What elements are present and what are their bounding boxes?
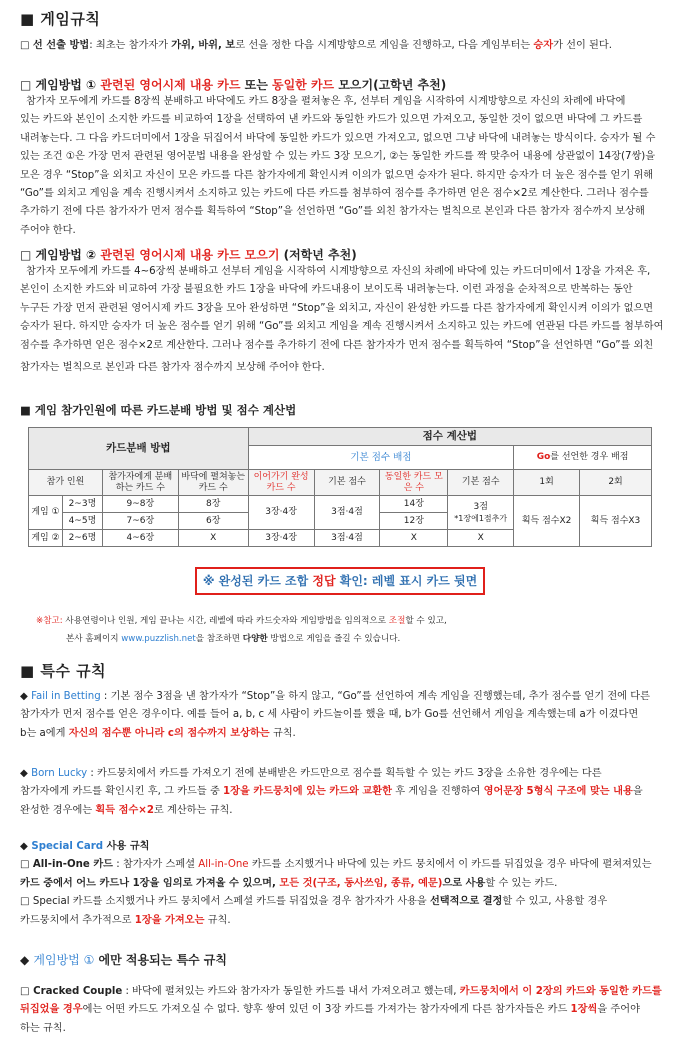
- method2-body: [20, 263, 664, 377]
- heading-red: 동일한 카드: [272, 78, 335, 92]
- cell: 6장: [178, 513, 248, 530]
- rule-text: : 기본 점수 3점을 낸 참가자가 “Stop”을 하지 않고, “Go”를 선언하여 계속 게임을 진행했는데, 추가 점수를 얻기 전에 다른: [100, 691, 650, 702]
- note-text: 본사 홈페이지: [66, 634, 122, 644]
- body-line: “Go”를 외치고 게임을 계속 진행시켜서 소지하고 있는 카드에 다른 카드를 첨부하여 점수를 추가하면 얻은 점수×2로 계산한다. 그러나 점수를: [20, 188, 649, 200]
- special-card-rule: [20, 838, 664, 930]
- rule-bold: 선택적으로 결정: [429, 896, 503, 908]
- cell: 획득 점수X3: [580, 496, 652, 547]
- heading-red: 관련된 영어시제 내용 카드 모으기: [100, 248, 280, 262]
- fail-in-betting-rule: [20, 688, 664, 743]
- body-line: 참가자는 벌칙으로 본인과 다른 참가자 점수까지 보상해 주어야 한다.: [20, 362, 325, 374]
- heading-blue: 게임방법 ①: [33, 953, 95, 967]
- body-line: 본인이 소지한 카드와 비교하여 가장 불필요한 카드 1장을 바닥에 카드내용이 보이도록 내려놓는다. 이런 과정을 순차적으로 반복하는 동안: [20, 284, 633, 296]
- cell: 2~3명: [62, 496, 102, 513]
- heading-red: 관련된 영어시제 내용 카드: [100, 78, 241, 92]
- col-floor: 바닥에 펼쳐놓는 카드 수: [178, 470, 248, 496]
- heading-suffix: (저학년 추천): [279, 248, 357, 262]
- diamond-icon: ◆: [20, 841, 32, 852]
- col-go1: 1회: [514, 470, 580, 496]
- score-table: [28, 427, 652, 547]
- page-title: ■ 게임규칙: [20, 10, 101, 28]
- diamond-icon: ◆: [20, 768, 32, 779]
- header-distribution: 카드분배 방법: [29, 428, 249, 470]
- col-basic2: 기본 점수: [448, 470, 514, 496]
- cell: 14장: [380, 496, 448, 513]
- heading-suffix: 에만 적용되는 특수 규칙: [94, 953, 227, 967]
- rule-bold: 으로 사용: [442, 877, 486, 889]
- note-line-1: [36, 614, 447, 626]
- table-title: ■ 게임 참가인원에 따른 카드분배 방법 및 점수 계산법: [20, 403, 297, 417]
- rule-name: □ Cracked Couple: [20, 986, 123, 997]
- rule-text: 카드뭉치에서 추가적으로: [20, 914, 135, 926]
- box-prefix: ※ 완성된 카드 조합: [202, 574, 313, 588]
- rule-red: 1장씩: [570, 1004, 598, 1016]
- row-label-game2: 게임 ②: [29, 530, 63, 547]
- rule-text: 에는 어떤 카드도 가져오실 수 없다. 향후 쌓여 있던 이 3장 카드를 가져가는 참가자에게 다른 참가자들은 카드: [82, 1004, 571, 1016]
- note-bold: 다양한: [242, 634, 268, 644]
- rule-text: 완성한 경우에는: [20, 804, 96, 816]
- rule-red: 승자: [533, 40, 554, 51]
- diamond-icon: ◆: [20, 953, 34, 967]
- header-score: 점수 계산법: [248, 428, 651, 446]
- cell: [448, 496, 514, 530]
- rule-text: 로 계산하는 규칙.: [153, 804, 233, 816]
- cell: X: [178, 530, 248, 547]
- cell: 3점·4점: [314, 530, 380, 547]
- col-same: 동일한 카드 모은 수: [380, 470, 448, 496]
- col-linked: 이어가기 완성 카드 수: [248, 470, 314, 496]
- rule-text: 를 소지했거나 카드 뭉치에서 스페셜 카드를 뒤집었을 경우 참가자가 사용을: [92, 896, 430, 908]
- rule-red: 획득 점수×2: [95, 804, 154, 816]
- go-rest: 를 선언한 경우 배점: [550, 452, 629, 462]
- checkbox-glyph: □: [20, 859, 33, 871]
- answer-check-box: [195, 567, 485, 595]
- cell: 12장: [380, 513, 448, 530]
- rule-bold: 카드 중에서 어느 카드나 1장을 임의로 가져올 수 있으며,: [20, 877, 276, 889]
- body-line: 추가하기 전에 다른 참가자가 먼저 점수를 획득하여 “Stop”을 선언하면 “Go”를 외친 참가자는 벌칙으로 본인과 다른 참가자 점수까지 보상해: [20, 206, 645, 218]
- start-player-rule: [20, 37, 612, 55]
- rule-red: 1장을 가져오는: [134, 914, 205, 926]
- cell: 4~5명: [62, 513, 102, 530]
- heading-suffix: 모으기(고학년 추천): [334, 78, 447, 92]
- note-text: 사용연령이나 인원, 게임 끝나는 시간, 레벨에 따라 카드숫자와 게임방법을 임의적으로: [62, 616, 389, 626]
- method1-heading: [20, 76, 446, 93]
- note-text: 할 수 있고,: [405, 616, 447, 626]
- rule-text: 카드를 소지했거나 바닥에 있는 카드 뭉치에서 이 카드를 뒤집었을 경우 바닥에 펼쳐져있는: [248, 859, 652, 871]
- body-line: 있는 조건 ①은 가장 먼저 관련된 영어문법 내용을 완성할 수 있는 카드 3장 모으기, ②는 동일한 카드를 짝 맞추어 내용에 상관없이 14장(7쌍)을: [20, 151, 656, 163]
- cell: 3점·4점: [314, 496, 380, 530]
- body-line: 내려놓는다. 그 다음 카드더미에서 1장을 뒤집어서 바닥에 동일한 카드가 있으면 가져오고, 없으면 그냥 바닥에 내려놓는 방식이다. 승자가 될 수: [20, 132, 656, 144]
- col-basic: 기본 점수: [314, 470, 380, 496]
- rule-text: 가 선이 된다.: [553, 40, 612, 51]
- body-line: 누구든 가장 먼저 관련된 영어시제 카드 3장을 모아 완성하면 “Stop”을 외치고, 자신이 완성한 카드를 다른 참가자에게 확인시켜 이의가 없으면: [20, 302, 654, 314]
- rule-text: 참가자에게 카드를 확인시킨 후, 그 카드들 중: [20, 786, 224, 798]
- note-red: 조절: [388, 616, 406, 626]
- body-line: 참가자 모두에게 카드를 8장씩 분배하고 바닥에도 카드 8장을 펼쳐놓은 후, 선부터 게임을 시작하여 시계방향으로 자신의 차례에 바닥에: [26, 96, 626, 107]
- cell-line: 3점: [473, 501, 488, 512]
- body-line: 점수를 추가하면 얻은 점수×2로 계산한다. 그러나 점수를 추가하기 전에 다른 참가자가 먼저 점수를 획득하여 “Stop”을 선언하면 “Go”를 외친: [20, 339, 654, 351]
- body-line: 승자가 된다. 하지만 승자가 더 높은 점수를 얻기 위해 “Go”를 외치고 게임을 계속 진행시켜서 소지하고 있는 카드에 연관된 다른 카드를 첨부하여: [20, 321, 664, 333]
- col-percard: 참가자에게 분배하는 카드 수: [102, 470, 178, 496]
- cell: 8장: [178, 496, 248, 513]
- rule-name: Special Card: [31, 841, 104, 852]
- rule-red: 자신의 점수뿐 아니라 c의 점수까지 보상하는: [68, 727, 270, 739]
- card-name: All-in-One 카드: [32, 859, 113, 871]
- cell: 획득 점수X2: [514, 496, 580, 547]
- rule-text: b는 a에게: [20, 727, 69, 739]
- cell: X: [448, 530, 514, 547]
- game1-special-heading: [20, 951, 227, 968]
- rule-text: 로 선을 정한 다음 시계방향으로 게임을 진행하고, 다음 게임부터는: [235, 40, 534, 51]
- note-line-2: [66, 632, 400, 644]
- heading-prefix: □ 게임방법 ①: [20, 78, 101, 92]
- header-basic-score: 기본 점수 배점: [248, 446, 514, 470]
- col-people: 참가 인원: [29, 470, 103, 496]
- box-red: 정답: [312, 574, 336, 588]
- row-label-game1: 게임 ①: [29, 496, 63, 530]
- rule-name: Born Lucky: [31, 768, 88, 779]
- rule-text: 참가자가 먼저 점수를 얻은 경우이다. 예를 들어 a, b, c 세 사람이 카드놀이를 했을 때, b가 Go를 선언해서 게임을 계속했는데 a가 이겼다면: [20, 709, 639, 721]
- cell-line: *1장에1점추가: [454, 513, 508, 523]
- rule-text: 을 주어야: [597, 1004, 640, 1016]
- col-go2: 2회: [580, 470, 652, 496]
- body-line: 모은 경우 “Stop”을 외치고 자신이 모은 카드를 다른 참가자에게 확인시켜 이의가 없으면 승자가 된다. 하지만 승자가 더 높은 점수를 얻기 위해: [20, 169, 654, 181]
- box-suffix: 확인: 레벨 표시 카드 뒷면: [335, 574, 478, 588]
- cell: 2~6명: [62, 530, 102, 547]
- special-rules-title: ■ 특수 규칙: [20, 662, 107, 680]
- body-line: 주어야 한다.: [20, 224, 76, 236]
- note-text: 을 참조하면: [195, 634, 243, 644]
- rule-text: 후 게임을 진행하여: [391, 786, 484, 798]
- rule-text: 규칙.: [269, 727, 296, 739]
- rule-text: : 최초는 참가자가: [89, 40, 172, 51]
- rule-red: 카드뭉치에서 이 2장의 카드와 동일한 카드를: [459, 986, 662, 997]
- body-line: 참가자 모두에게 카드를 4~6장씩 분배하고 선부터 게임을 시작하여 시계방향으로 자신의 차례에 바닥에 있는 카드더미에서 1장을 가져온 후,: [26, 266, 651, 277]
- cell: X: [380, 530, 448, 547]
- go-red: Go: [536, 452, 551, 462]
- cracked-couple-rule: [20, 983, 664, 1038]
- rule-red: 1장을 카드뭉치에 있는 카드와 교환한: [223, 786, 392, 798]
- cell: 3장·4장: [248, 530, 314, 547]
- method2-heading: [20, 246, 357, 263]
- rule-red: 뒤집었을 경우: [20, 1004, 83, 1016]
- body-line: 있는 카드와 본인이 소지한 카드를 비교하여 1장을 선택하여 낸 카드와 동일한 카드가 있으면 가져오고, 동일한 것이 없으면 바닥에 그 카드를: [20, 114, 643, 126]
- cell: 7~6장: [102, 513, 178, 530]
- note-text: 방법으로 게임을 즐길 수 있습니다.: [267, 634, 401, 644]
- rule-text: 할 수 있고, 사용할 경우: [502, 896, 608, 908]
- rule-heading: 선 선출 방법: [32, 40, 90, 51]
- rule-text: : 카드뭉치에서 카드를 가져오기 전에 분배받은 카드만으로 점수를 획득할 수 있는 카드 3장을 소유한 경우에는 다른: [87, 768, 602, 779]
- diamond-icon: ◆: [20, 691, 32, 702]
- rule-red: All-in-One: [198, 859, 249, 871]
- cell: 9~8장: [102, 496, 178, 513]
- method1-body: [20, 93, 664, 240]
- rule-red: 모든 것(구조, 동사쓰임, 종류, 예문): [275, 877, 443, 889]
- rule-suffix: 사용 규칙: [103, 841, 150, 852]
- heading-prefix: □ 게임방법 ②: [20, 248, 101, 262]
- header-go: [514, 446, 652, 470]
- cell: 3장·4장: [248, 496, 314, 530]
- born-lucky-rule: [20, 765, 664, 820]
- rule-text: 규칙.: [204, 914, 231, 926]
- rule-text: 할 수 있는 카드.: [485, 877, 558, 889]
- rule-text: 을: [632, 786, 643, 798]
- rule-red: 영어문장 5형식 구조에 맞는 내용: [483, 786, 633, 798]
- cell: 4~6장: [102, 530, 178, 547]
- note-label: ※참고:: [36, 616, 63, 626]
- rule-text: : 바닥에 펼쳐있는 카드와 참가자가 동일한 카드를 내서 가져오려고 했는데,: [122, 986, 460, 997]
- rule-emphasis: 가위, 바위, 보: [171, 40, 236, 51]
- rule-text: : 참가자가 스페셜: [113, 859, 199, 871]
- rule-name: Fail in Betting: [31, 691, 101, 702]
- rule-text: □ Special 카드: [20, 896, 93, 908]
- rule-text: 하는 규칙.: [20, 1022, 66, 1034]
- checkbox-glyph: □: [20, 40, 33, 51]
- homepage-link[interactable]: www.puzzlish.net: [121, 634, 196, 644]
- heading-mid: 또는: [240, 78, 272, 92]
